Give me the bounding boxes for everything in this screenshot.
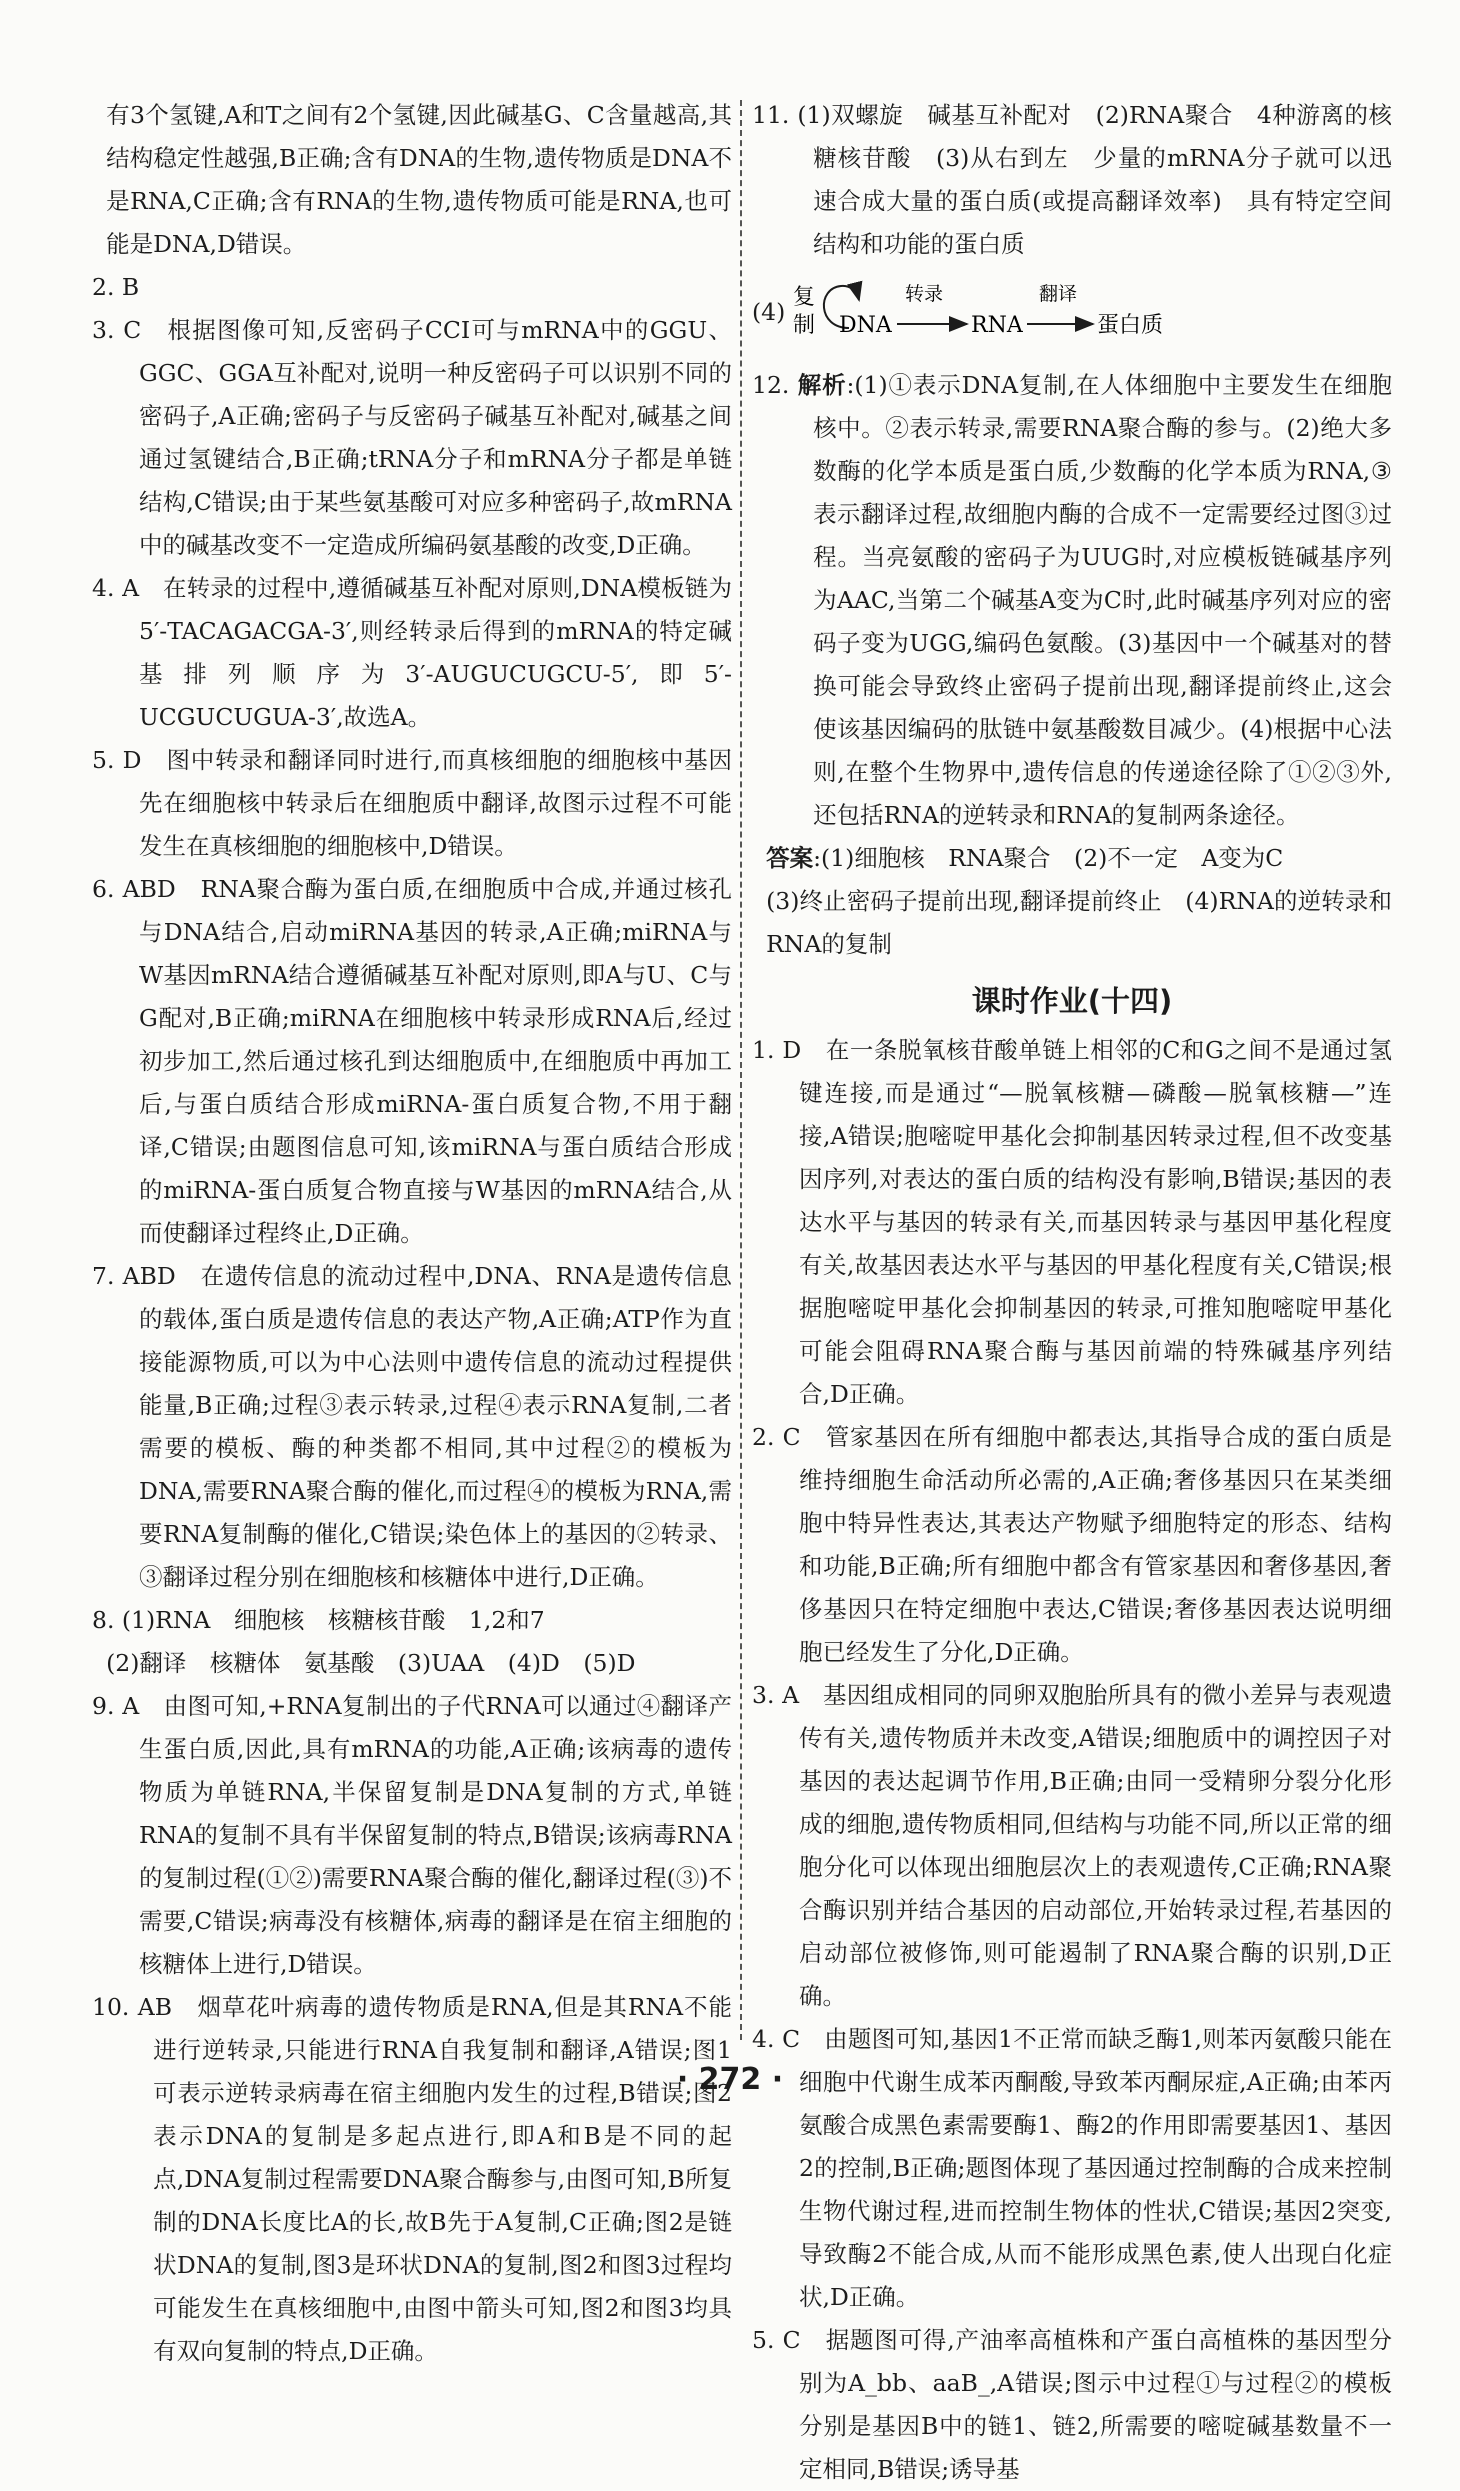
left-column [92,94,732,2373]
answer-item-7: 7. ABD 在遗传信息的流动过程中,DNA、RNA是遗传信息的载体,蛋白质是遗传信息的表达产物,A正确;ATP作为直接能源物质,可以为中心法则中遗传信息的流动过程提供能量,B正确;过程③表示转录,过程④表示RNA复制,二者需要的模板、酶的种类都不相同,其中过程②的模板为DNA,需要RNA聚合酶的催化,而过程④的模板为RNA,需要RNA复制酶的催化,C错误;染色体上的基因的②转录、③翻译过程分别在细胞核和核糖体中进行,D正确。 [92,1262,732,1591]
q12-analysis-text: :(1)①表示DNA复制,在人体细胞中主要发生在细胞核中。②表示转录,需要RNA聚合酶的参与。(2)绝大多数酶的化学本质是蛋白质,少数酶的化学本质为RNA,③表示翻译过程,故细胞内酶的合成不一定需要经过图③过程。当亮氨酸的密码子为UUG时,对应模板链碱基序列为AAC,当第二个碱基A变为C时,此时碱基序列对应的密码子变为UGG,编码色氨酸。(3)基因中一个碱基对的替换可能会导致终止密码子提前出现,翻译提前终止,这会使该基因编码的肽链中氨基酸数目减少。(4)根据中心法则,在整个生物界中,遗传信息的传递途径除了①②③外,还包括RNA的逆转录和RNA的复制两条途径。 [813,371,1392,829]
node-protein: 蛋白质 [1097,313,1164,338]
answer-item-11: 11. (1)双螺旋 碱基互补配对 (2)RNA聚合 4种游离的核糖核苷酸 (3)从右到左 少量的mRNA分子就可以迅速合成大量的蛋白质(或提高翻译效率) 具有特定空间结构和功能的蛋白质 [752,101,1392,258]
column-divider [740,100,742,2040]
homework-item-1: 1. D 在一条脱氧核苷酸单链上相邻的C和G之间不是通过氢键连接,而是通过“—脱氧核糖—磷酸—脱氧核糖—”连接,A错误;胞嘧啶甲基化会抑制基因转录过程,但不改变基因序列,对表达的蛋白质的结构没有影响,B错误;基因的表达水平与基因的转录有关,而基因转录与基因甲基化程度有关,故基因表达水平与基因的甲基化程度有关,C错误;根据胞嘧啶甲基化会抑制基因的转录,可推知胞嘧啶甲基化可能会阻碍RNA聚合酶与基因前端的特殊碱基序列结合,D正确。 [752,1036,1392,1408]
flow-diagram [787,270,1167,354]
right-column [752,94,1392,2491]
answer-item-12 [752,364,1392,837]
arrow-label-translation: 翻译 [1039,283,1078,305]
answer-item-4: 4. A 在转录的过程中,遵循碱基互补配对原则,DNA模板链为5′-TACAGACGA-3′,则经转录后得到的mRNA的特定碱基排列顺序为3′-AUGUCUGCU-5′,即5′-UCGUCUGUA-3′,故选A。 [92,574,732,731]
loop-label-2: 制 [793,313,816,338]
q12-analysis-label: 解析 [797,371,847,399]
homework-item-2: 2. C 管家基因在所有细胞中都表达,其指导合成的蛋白质是维持细胞生命活动所必需的,A正确;奢侈基因只在某类细胞中特异性表达,其表达产物赋予细胞特定的形态、结构和功能,B正确;所有细胞中都含有管家基因和奢侈基因,奢侈基因只在特定细胞中表达,C错误;奢侈基因表达说明细胞已经发生了分化,D正确。 [752,1423,1392,1666]
answer-item-8b: (2)翻译 核糖体 氨基酸 (3)UAA (4)D (5)D [106,1649,636,1677]
q12-number: 12. [752,371,798,399]
page-number: · 272 · [676,2062,784,2097]
answer-item-6: 6. ABD RNA聚合酶为蛋白质,在细胞质中合成,并通过核孔与DNA结合,启动miRNA基因的转录,A正确;miRNA与W基因mRNA结合遵循碱基互补配对原则,即A与U、C与G配对,B正确;miRNA在细胞核中转录形成RNA后,经过初步加工,然后通过核孔到达细胞质中,在细胞质中再加工后,与蛋白质结合形成miRNA-蛋白质复合物,不用于翻译,C错误;由题图信息可知,该miRNA与蛋白质结合形成的miRNA-蛋白质复合物直接与W基因的mRNA结合,从而使翻译过程终止,D正确。 [92,875,732,1247]
section-heading: 课时作业(十四) [971,984,1173,1018]
homework-item-5: 5. C 据题图可得,产油率高植株和产蛋白高植株的基因型分别为A_bb、aaB_,A错误;图示中过程①与过程②的模板分别是基因B中的链1、链2,所需要的嘧啶碱基数量不一定相同,B错误;诱导基 [752,2326,1392,2483]
answer-item-2: 2. B [92,273,140,301]
answer-item-3: 3. C 根据图像可知,反密码子CCI可与mRNA中的GGU、GGC、GGA互补配对,说明一种反密码子可以识别不同的密码子,A正确;密码子与反密码子碱基互补配对,碱基之间通过氢键结合,B正确;tRNA分子和mRNA分子都是单链结构,C错误;由于某些氨基酸可对应多种密码子,故mRNA中的碱基改变不一定造成所编码氨基酸的改变,D正确。 [92,316,732,559]
q12-answer-text-1: :(1)细胞核 RNA聚合 (2)不一定 A变为C [813,844,1284,872]
homework-item-3: 3. A 基因组成相同的同卵双胞胎所具有的微小差异与表观遗传有关,遗传物质并未改变,A错误;细胞质中的调控因子对基因的表达起调节作用,B正确;由同一受精卵分裂分化形成的细胞,遗传物质相同,但结构与功能不同,所以正常的细胞分化可以体现出细胞层次上的表观遗传,C正确;RNA聚合酶识别并结合基因的启动部位,开始转录过程,若基因的启动部位被修饰,则可能遏制了RNA聚合酶的识别,D正确。 [752,1681,1392,2010]
homework-item-4: 4. C 由题图可知,基因1不正常而缺乏酶1,则苯丙氨酸只能在细胞中代谢生成苯丙酮酸,导致苯丙酮尿症,A正确;由苯丙氨酸合成黑色素需要酶1、酶2的作用即需要基因1、基因2的控制,B正确;题图体现了基因通过控制酶的合成来控制生物代谢过程,进而控制生物体的性状,C错误;基因2突变,导致酶2不能合成,从而不能形成黑色素,使人出现白化症状,D正确。 [752,2025,1392,2311]
node-rna: RNA [971,313,1023,338]
q12-answer-line-1 [752,837,1392,880]
arrow-label-transcription: 转录 [905,283,944,305]
central-dogma-flow [752,270,1392,354]
left-continuation: 有3个氢键,A和T之间有2个氢键,因此碱基G、C含量越高,其结构稳定性越强,B正确;含有DNA的生物,遗传物质是DNA不是RNA,C正确;含有RNA的生物,遗传物质可能是RNA,也可能是DNA,D错误。 [106,101,732,258]
node-dna: DNA [839,313,893,338]
q12-answer-line-2: (3)终止密码子提前出现,翻译提前终止 (4)RNA的逆转录和RNA的复制 [766,887,1392,958]
flow-prefix: (4) [752,297,786,326]
loop-label-1: 复 [793,285,816,310]
q12-answer-label: 答案 [766,844,814,872]
answer-item-8a: 8. (1)RNA 细胞核 核糖核苷酸 1,2和7 [92,1606,545,1634]
answer-item-10: 10. AB 烟草花叶病毒的遗传物质是RNA,但是其RNA不能进行逆转录,只能进行RNA自我复制和翻译,A错误;图1可表示逆转录病毒在宿主细胞内发生的过程,B错误;图2表示DNA的复制是多起点进行,即A和B是不同的起点,DNA复制过程需要DNA聚合酶参与,由图可知,B所复制的DNA长度比A的长,故B先于A复制,C正确;图2是链状DNA的复制,图3是环状DNA的复制,图2和图3过程均可能发生在真核细胞中,由图中箭头可知,图2和图3均具有双向复制的特点,D正确。 [92,1993,732,2365]
answer-item-9: 9. A 由图可知,+RNA复制出的子代RNA可以通过④翻译产生蛋白质,因此,具有mRNA的功能,A正确;该病毒的遗传物质为单链RNA,半保留复制是DNA复制的方式,单链RNA的复制不具有半保留复制的特点,B错误;该病毒RNA的复制过程(①②)需要RNA聚合酶的催化,翻译过程(③)不需要,C错误;病毒没有核糖体,病毒的翻译是在宿主细胞的核糖体上进行,D错误。 [92,1692,732,1978]
answer-item-5: 5. D 图中转录和翻译同时进行,而真核细胞的细胞核中基因先在细胞核中转录后在细胞质中翻译,故图示过程不可能发生在真核细胞的细胞核中,D错误。 [92,746,732,860]
